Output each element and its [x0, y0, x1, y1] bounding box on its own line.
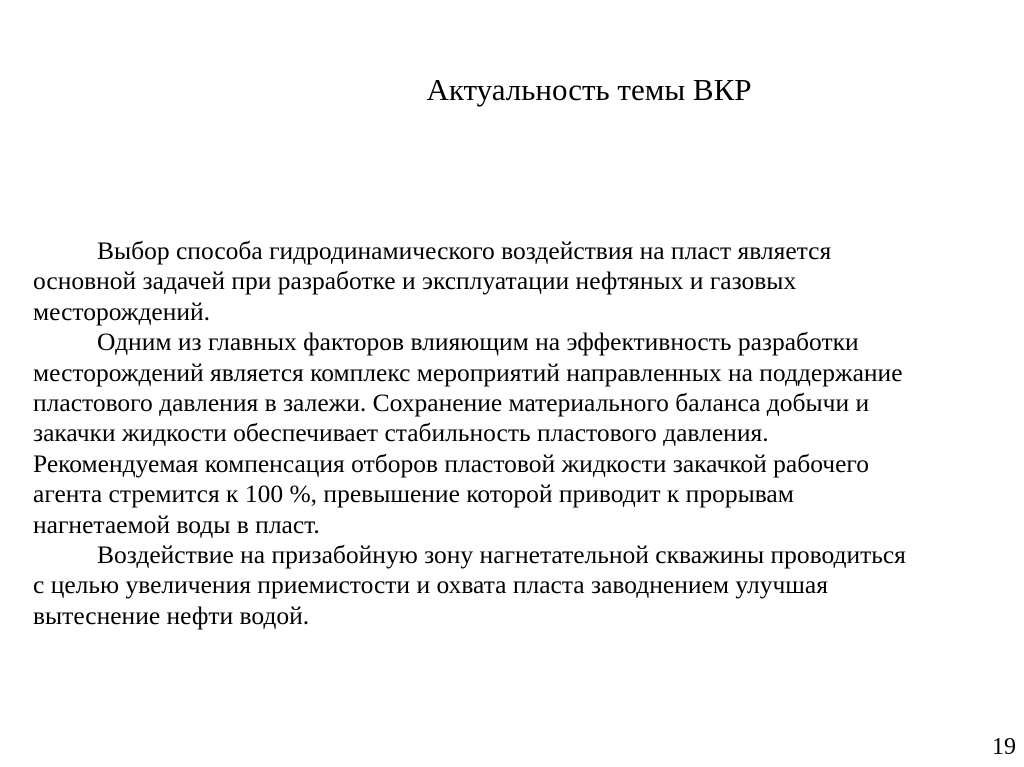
paragraph-line: Воздействие на призабойную зону нагнетательной скважины проводиться: [97, 540, 906, 570]
paragraph-3: [33, 540, 1008, 631]
paragraph-line: месторождений является комплекс мероприятий направленных на поддержание: [33, 357, 903, 387]
paragraph-line: Выбор способа гидродинамического воздействия на пласт является: [97, 236, 832, 265]
paragraph-line: агента стремится к 100 %, превышение которой приводит к прорывам: [33, 479, 794, 509]
paragraph-1: [33, 236, 1008, 327]
paragraph-line: Одним из главных факторов влияющим на эффективность разработки: [97, 327, 859, 357]
paragraph-line: закачки жидкости обеспечивает стабильность пластового давления.: [33, 418, 769, 448]
paragraph-line: с целью увеличения приемистости и охвата пласта заводнением улучшая: [33, 570, 828, 600]
paragraph-line: пластового давления в залежи. Сохранение материального баланса добычи и: [33, 388, 870, 418]
paragraph-line: вытеснение нефти водой.: [33, 600, 310, 630]
page-number: 19: [992, 734, 1016, 760]
slide-body: [33, 236, 1008, 631]
paragraph-line: Рекомендуемая компенсация отборов пластовой жидкости закачкой рабочего: [33, 448, 869, 478]
paragraph-2: [33, 327, 1008, 540]
slide-title: Актуальность темы ВКР: [426, 72, 752, 107]
paragraph-line: основной задачей при разработке и эксплуатации нефтяных и газовых: [33, 266, 797, 296]
paragraph-line: нагнетаемой воды в пласт.: [33, 509, 320, 539]
paragraph-line: месторождений.: [33, 296, 211, 326]
